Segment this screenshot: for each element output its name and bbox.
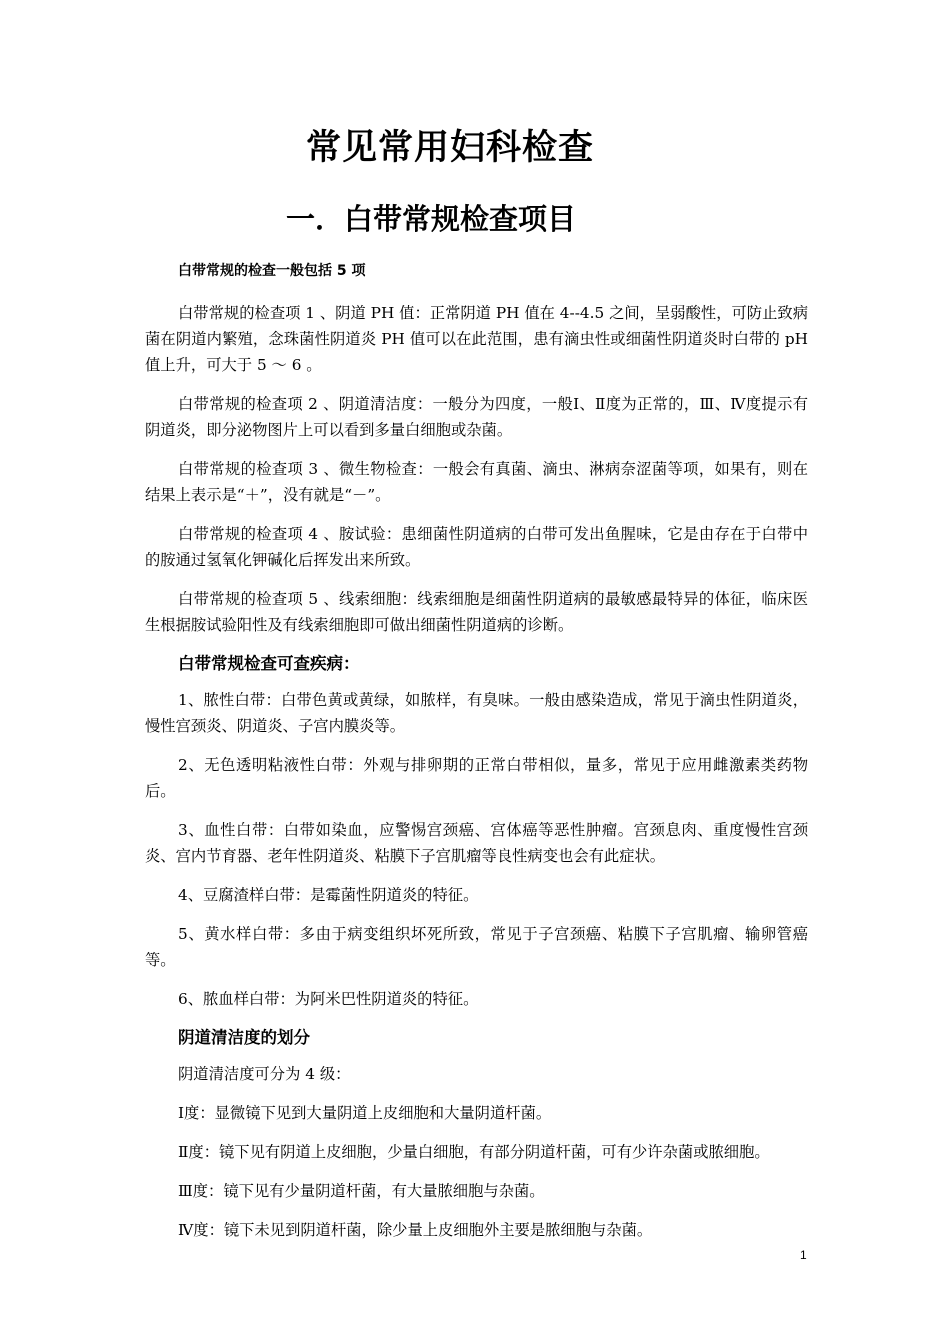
disease-item-4: 4、豆腐渣样白带：是霉菌性阴道炎的特征。 (178, 886, 479, 904)
page-number: 1 (800, 1248, 807, 1262)
cleanliness-intro: 阴道清洁度可分为 4 级： (178, 1065, 351, 1083)
check-item-3: 白带常规的检查项 3 、微生物检查：一般会有真菌、滴虫、淋病奈涩菌等项，如果有，则在结果上表示是“＋”，没有就是“－”。 (145, 460, 808, 504)
page-title: 常见常用妇科检查 (305, 128, 594, 168)
cleanliness-level-4: Ⅳ度：镜下未见到阴道杆菌，除少量上皮细胞外主要是脓细胞与杂菌。 (178, 1221, 653, 1239)
cleanliness-level-3: Ⅲ度：镜下见有少量阴道杆菌，有大量脓细胞与杂菌。 (178, 1182, 545, 1200)
check-item-1: 白带常规的检查项 1 、阴道 PH 值：正常阴道 PH 值在 4--4.5 之间，呈弱酸性，可防止致病菌在阴道内繁殖，念珠菌性阴道炎 PH 值可以在此范围，患有滴虫性或细菌性阴道炎时白带的 pH 值上升，可大于 5 ～ 6 。 (145, 304, 808, 374)
disease-item-1: 1、脓性白带：白带色黄或黄绿，如脓样，有臭味。一般由感染造成，常见于滴虫性阴道炎，慢性宫颈炎、阴道炎、子宫内膜炎等。 (145, 691, 808, 735)
disease-item-3: 3、血性白带：白带如染血，应警惕宫颈癌、宫体癌等恶性肿瘤。宫颈息肉、重度慢性宫颈炎、宫内节育器、老年性阴道炎、粘膜下子宫肌瘤等良性病变也会有此症状。 (145, 821, 808, 865)
section-title: 一．白带常规检查项目 (286, 202, 577, 236)
disease-item-6: 6、脓血样白带：为阿米巴性阴道炎的特征。 (178, 990, 479, 1008)
cleanliness-heading: 阴道清洁度的划分 (178, 1028, 310, 1047)
check-item-4: 白带常规的检查项 4 、胺试验：患细菌性阴道病的白带可发出鱼腥味，它是由存在于白带中的胺通过氢氧化钾碱化后挥发出来所致。 (145, 525, 808, 569)
disease-item-2: 2、无色透明粘液性白带：外观与排卵期的正常白带相似，量多，常见于应用雌激素类药物后。 (145, 756, 808, 800)
diseases-heading: 白带常规检查可查疾病： (178, 654, 360, 673)
document-body (145, 258, 808, 1256)
cleanliness-level-2: Ⅱ度：镜下见有阴道上皮细胞，少量白细胞，有部分阴道杆菌，可有少许杂菌或脓细胞。 (178, 1143, 770, 1161)
disease-item-5: 5、黄水样白带：多由于病变组织坏死所致，常见于子宫颈癌、粘膜下子宫肌瘤、输卵管癌等。 (145, 925, 808, 969)
intro-paragraph: 白带常规的检查一般包括 5 项 (178, 263, 366, 279)
cleanliness-level-1: Ⅰ度：显微镜下见到大量阴道上皮细胞和大量阴道杆菌。 (178, 1104, 552, 1122)
check-item-2: 白带常规的检查项 2 、阴道清洁度：一般分为四度，一般Ⅰ、Ⅱ度为正常的，Ⅲ、Ⅳ度提示有阴道炎，即分泌物图片上可以看到多量白细胞或杂菌。 (145, 395, 808, 439)
check-item-5: 白带常规的检查项 5 、线索细胞：线索细胞是细菌性阴道病的最敏感最特异的体征，临床医生根据胺试验阳性及有线索细胞即可做出细菌性阴道病的诊断。 (145, 590, 808, 634)
